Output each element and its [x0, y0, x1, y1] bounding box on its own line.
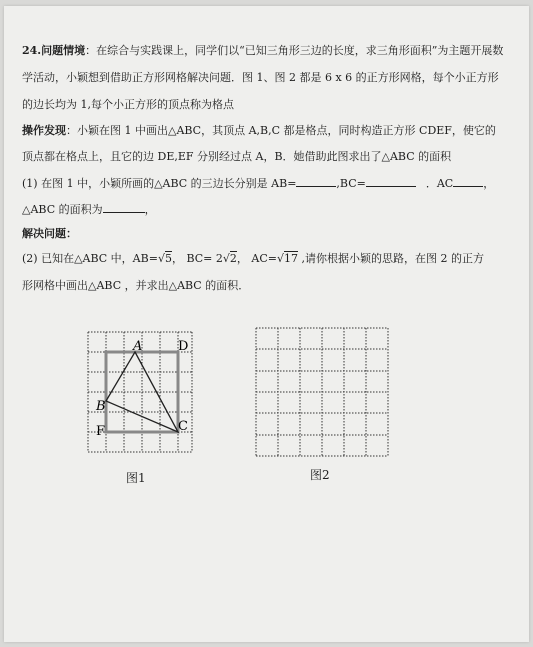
problem-line-3: 的边长均为 1,每个小正方形的顶点称为格点: [22, 98, 234, 111]
question-1-comma-2: ，: [144, 203, 156, 216]
question-2-line-2: 形网格中画出△ABC ，并求出△ABC 的面积．: [22, 279, 250, 292]
problem-line-2: 学活动，小颖想到借助正方形网格解决问题．图 1、图 2 都是 6 x 6 的正方形网格，每个小正方形: [22, 71, 499, 84]
question-1-line-1: [22, 176, 515, 191]
label-d: D: [178, 339, 189, 354]
segment-ac: [135, 352, 178, 432]
label-c: C: [178, 419, 188, 434]
question-2-text-ac: ， AC=: [236, 252, 277, 265]
problem-text: ：在综合与实践课上，同学们以“已知三角形三边的长度，求三角形面积”为主题开展数: [85, 44, 504, 57]
answer-blank-bc[interactable]: [366, 176, 416, 187]
question-1-text-bc: ,BC=: [336, 177, 366, 190]
question-1-text-ac: ．AC: [425, 177, 454, 190]
section-heading-solve: 解决问题：: [22, 227, 77, 240]
figure-2-grid: [250, 322, 392, 464]
problem-text: ：小颖在图 1 中画出△ABC，其顶点 A,B,C 都是格点，同时构造正方形 CDEF，使它的: [66, 124, 496, 137]
sqrt-17: √17: [276, 252, 298, 265]
label-a: A: [133, 339, 143, 354]
question-2-text: (2) 已知在△ABC 中，AB=: [22, 252, 158, 265]
question-2-line-1: [22, 252, 515, 266]
question-1-text: (1) 在图 1 中，小颖所画的△ABC 的三边长分别是 AB=: [22, 177, 297, 190]
question-1-line-2: [22, 202, 515, 217]
figure-1-caption: 图1: [126, 471, 146, 485]
label-b: B: [96, 399, 106, 414]
question-2-text-bc: ， BC= 2: [171, 252, 223, 265]
label-f: F: [96, 424, 106, 439]
section-heading-discovery: 操作发现: [22, 124, 66, 137]
question-2-text-rest: ,请你根据小颖的思路，在图 2 的正方: [297, 252, 484, 265]
question-1-area-text: △ABC 的面积为: [22, 203, 103, 216]
sqrt-2: √2: [222, 252, 237, 265]
answer-blank-ab[interactable]: [296, 176, 336, 187]
problem-line-1: [22, 44, 515, 58]
figure-1-grid: [80, 324, 196, 464]
sqrt-5: √5: [157, 252, 172, 265]
problem-number: 24.: [22, 44, 42, 57]
question-1-comma: ，: [483, 177, 495, 190]
answer-blank-area[interactable]: [103, 202, 145, 213]
grid-lines: [256, 328, 388, 456]
answer-blank-ac[interactable]: [453, 176, 483, 187]
problem-line-5: 顶点都在格点上，且它的边 DE,EF 分别经过点 A，B．她借助此图求出了△ABC 的面积: [22, 150, 452, 163]
worksheet-page: [4, 6, 529, 642]
problem-line-4: [22, 124, 515, 138]
figure-2-caption: 图2: [310, 468, 330, 482]
section-heading-context: 问题情境: [41, 44, 86, 57]
